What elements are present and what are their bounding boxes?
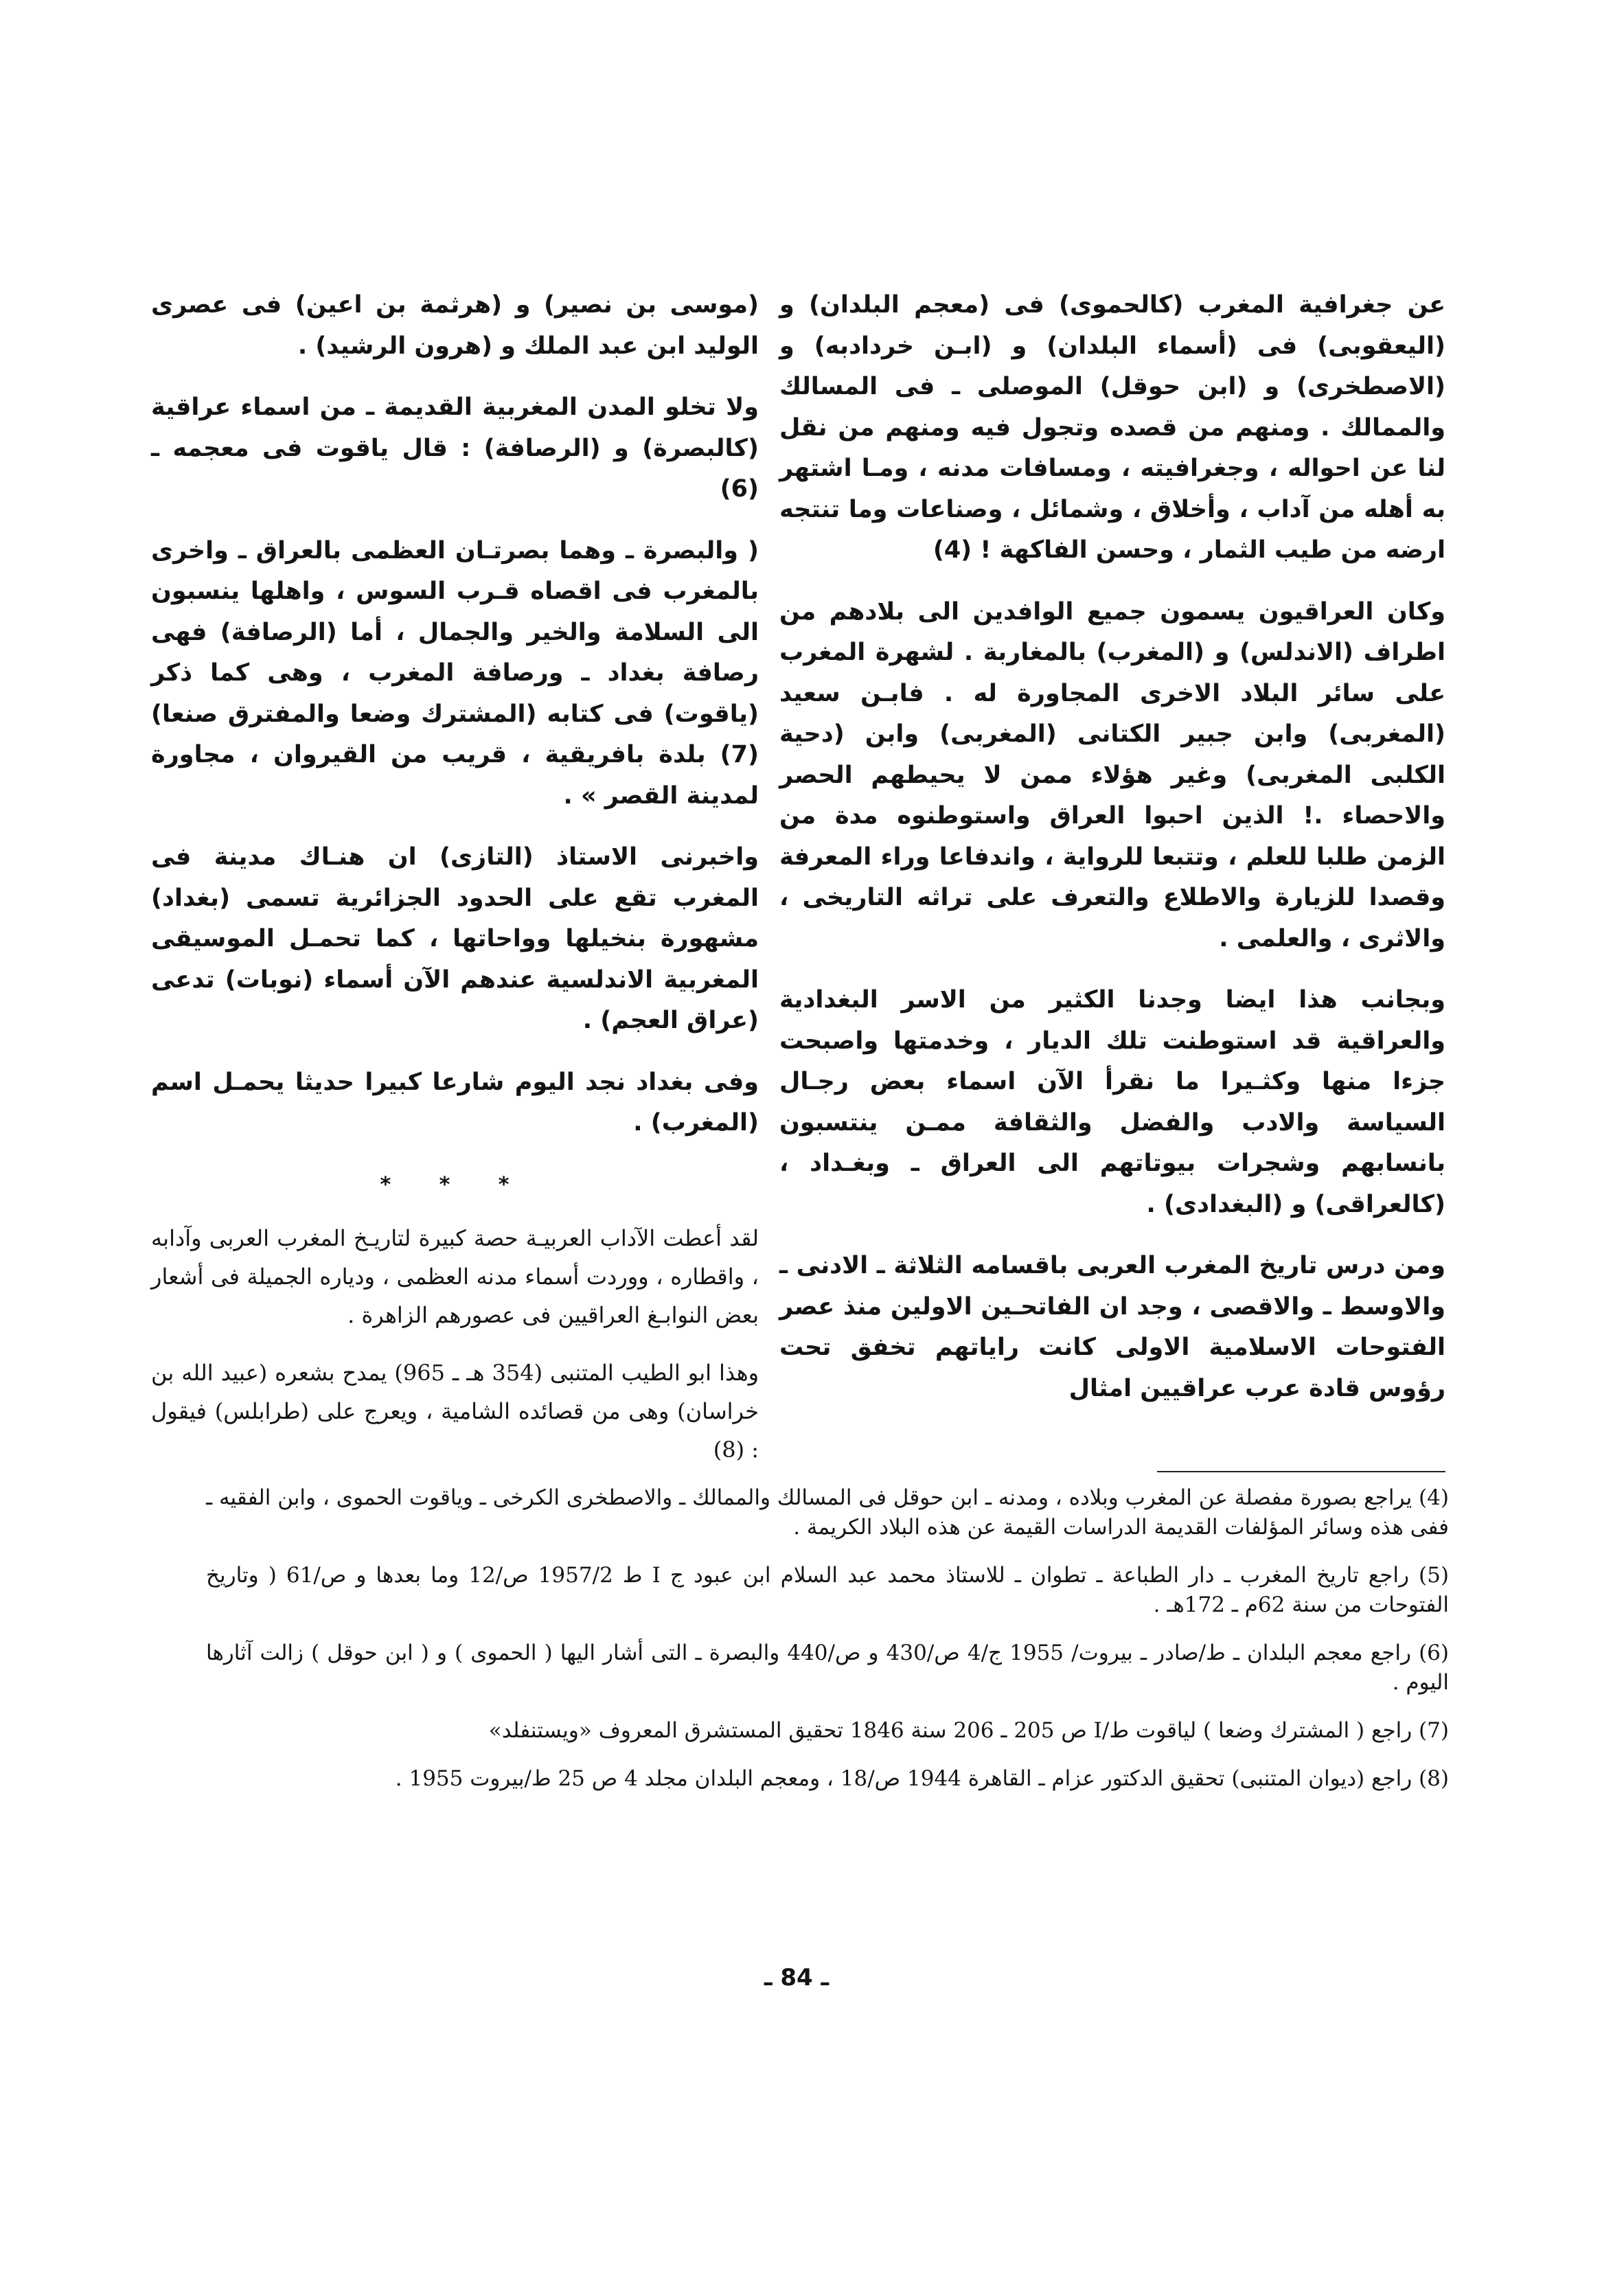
footnote-7: (7) راجع ( المشترك وضعا ) لياقوت ط/I ص 205 ـ 206 سنة 1846 تحقيق المستشرق المعروف «ويستنفلد» — [488, 1718, 1449, 1743]
body-paragraph: (موسى بن نصير) و (هرثمة بن اعين) فى عصرى الوليد ابن عبد الملك و (هرون الرشيد) . — [151, 291, 759, 360]
body-paragraph: وهذا ابو الطيب المتنبى (354 هـ ـ 965) يمدح بشعره (عبيد الله بن خراسان) وهى من قصائده الشامية ، ويعرج على (طرابلس) فيقول : (8) — [151, 1360, 759, 1463]
footnote-5: (5) راجع تاريخ المغرب ـ دار الطباعة ـ تطوان ـ للاستاذ محمد عبد السلام ابن عبود ج I ط 1957/2 ص/12 وما بعدها و ص/61 ( وتاريخ الفتوحات من سنة 62م ـ 172هـ . — [206, 1563, 1449, 1617]
body-paragraph: وبجانب هذا ايضا وجدنا الكثير من الاسر البغدادية والعراقية قد استوطنت تلك الديار ، وخدمتها واصبحت جزءا منها وكثـيرا ما نقرأ الآن اسماء بعض رجـال السياسة والادب والفضل والثقافة ممـن ينتسبون بانسابهم وشجرات بيوتاتهم الى العراق ـ وبغـداد ، (كالعراقى) و (البغدادى) . — [779, 986, 1445, 1218]
footnote-8: (8) راجع (ديوان المتنبى) تحقيق الدكتور عزام ـ القاهرة 1944 ص/18 ، ومعجم البلدان مجلد 4 ص 25 ط/بيروت 1955 . — [395, 1766, 1449, 1791]
footnote-6: (6) راجع معجم البلدان ـ ط/صادر ـ بيروت/ 1955 ج/4 ص/430 و ص/440 والبصرة ـ التى أشار اليها ( الحموى ) و ( ابن حوقل ) زالت آثارها اليوم . — [206, 1641, 1450, 1695]
page-number: ـ 84 ـ — [764, 1964, 830, 1991]
body-paragraph: وكان العراقيون يسمون جميع الوافدين الى بلادهم من اطراف (الاندلس) و (المغرب) بالمغاربة . لشهرة المغرب على سائر البلاد الاخرى المجاورة له . فابـن سعيد (المغربى) وابن جبير الكتانى (المغربى) وابن (دحية الكلبى المغربى) وغير هؤلاء ممن لا يحيطهم الحصر والاحصاء .! الذين احبوا العراق واستوطنوه مدة من الزمن طلبا للعلم ، وتتبعا للرواية ، واندفاعا وراء المعرفة وقصدا للزيارة والاطلاع والتعرف على تراثه التاريخى ، والاثرى ، والعلمى . — [779, 597, 1445, 952]
left-column — [151, 285, 759, 1488]
footnote-4: (4) يراجع بصورة مفصلة عن المغرب وبلاده ، ومدنه ـ ابن حوقل فى المسالك والممالك ـ والاصطخرى الكرخى ـ وياقوت الحموى ، وابن الفقيه ـ ففى هذه وسائر المؤلفات القديمة الدراسات القيمة عن هذه البلاد الكريمة . — [206, 1485, 1449, 1540]
footnotes — [206, 1483, 1449, 1812]
footnote-divider — [1157, 1471, 1445, 1472]
body-paragraph: ولا تخلو المدن المغربية القديمة ـ من اسماء عراقية (كالبصرة) و (الرصافة) : قال ياقوت فى معجمه ـ (6) — [151, 393, 759, 503]
right-column — [779, 285, 1445, 1430]
body-paragraph: ومن درس تاريخ المغرب العربى باقسامه الثلاثة ـ الادنى ـ والاوسط ـ والاقصى ، وجد ان الفاتحـين الاولين منذ عصر الفتوحات الاسلامية الاولى كانت راياتهم تخفق تحت رؤوس قادة عرب عراقيين امثال — [779, 1252, 1445, 1402]
body-paragraph: واخبرنى الاستاذ (التازى) ان هنـاك مدينة فى المغرب تقع على الحدود الجزائرية تسمى (بغداد) مشهورة بنخيلها وواحاتها ، كما تحمـل الموسيقى المغربية الاندلسية عندهم الآن أسماء (نوبات) تدعى (عراق العجم) . — [151, 843, 759, 1034]
body-paragraph: لقد أعطت الآداب العربيـة حصة كبيرة لتاريـخ المغرب العربى وآدابه ، واقطاره ، ووردت أسماء مدنه العظمى ، ودياره الجميلة فى أشعار بعض النوابـغ العراقيين فى عصورهم الزاهرة . — [151, 1225, 759, 1328]
section-separator: * * * — [380, 1172, 530, 1197]
body-paragraph: عن جغرافية المغرب (كالحموى) فى (معجم البلدان) و (اليعقوبى) فى (أسماء البلدان) و (ابـن خردادبه) و (الاصطخرى) و (ابن حوقل) الموصلى ـ فى المسالك والممالك . ومنهم من قصده وتجول فيه ومنهم من نقل لنا عن احواله ، وجغرافيته ، ومسافات مدنه ، ومـا اشتهر به أهله من آداب ، وأخلاق ، وشمائل ، وصناعات وما تنتجه ارضه من طيب الثمار ، وحسن الفاكهة ! (4) — [779, 291, 1445, 564]
body-paragraph: وفى بغداد نجد اليوم شارعا كبيرا حديثا يحمـل اسم (المغرب) . — [151, 1068, 759, 1137]
body-paragraph: ( والبصرة ـ وهما بصرتـان العظمى بالعراق ـ واخرى بالمغرب فى اقصاه قـرب السوس ، واهلها ينسبون الى السلامة والخير والجمال ، أما (الرصافة) فهى رصافة بغداد ـ ورصافة المغرب ، وهى كما ذكر (ياقوت) فى كتابه (المشترك وضعا والمفترق صنعا) (7) بلدة بافريقية ، قريب من القيروان ، مجاورة لمدينة القصر » . — [151, 536, 759, 810]
